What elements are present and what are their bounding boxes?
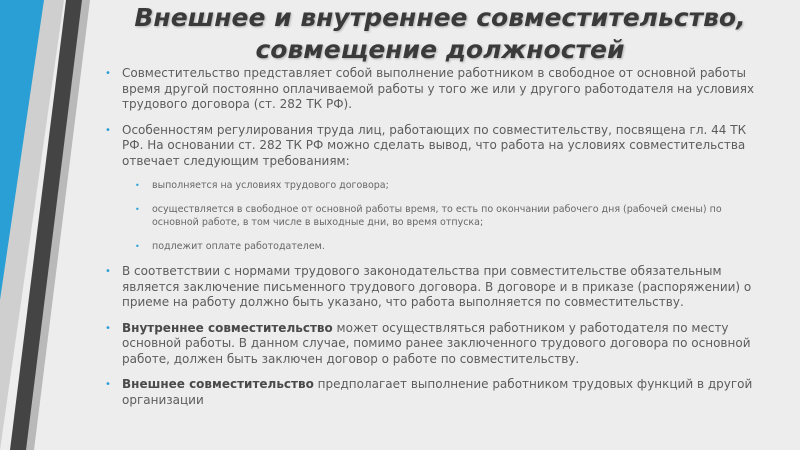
- paragraph-text: Особенностям регулирования труда лиц, работающих по совместительству, посвящена гл. 44 ТК РФ. На основании ст. 282 ТК РФ можно сделать вывод, что работа на условиях совместительства отвечает следующим требованиям:: [122, 122, 747, 168]
- title-line-2: совмещение должностей: [255, 35, 625, 64]
- bullet-icon: •: [135, 205, 140, 214]
- slide-title: [90, 2, 790, 66]
- bullet-icon: •: [105, 379, 111, 390]
- sub-item-free-time: [135, 203, 770, 229]
- bullet-icon: •: [105, 68, 111, 79]
- bullet-icon: •: [105, 124, 111, 136]
- bullet-icon: •: [135, 242, 140, 251]
- term-external: Внешнее совместительство: [122, 377, 314, 391]
- paragraph-text: предполагает выполнение работником трудовых функций в другой организации: [122, 377, 753, 407]
- sub-item-contract: [135, 179, 770, 192]
- paragraph-text: В соответствии с нормами трудового законодательства при совместительстве обязательным является заключение письменного трудового договора. В договоре и в приказе (распоряжении) о приеме на работу должно быть указано, что работа выполняется по совместительству.: [122, 264, 752, 309]
- paragraph-text: может осуществляться работником у работодателя по месту основной работы. В данном случае, помимо ранее заключенного трудового договора по основной работе, должен быть заключен договор о работе по совместительству.: [122, 320, 751, 366]
- sub-item-text: выполняется на условиях трудового договора;: [152, 180, 389, 191]
- title-line-1: Внешнее и внутреннее совместительство,: [134, 3, 746, 32]
- sub-item-text: осуществляется в свободное от основной работы время, то есть по окончании рабочего дня (рабочей смены) по основной работе, в том числе в выходные дни, во время отпуска;: [152, 204, 722, 228]
- paragraph-written-contract: [105, 264, 770, 311]
- paragraph-definition: [105, 66, 770, 113]
- sub-item-text: подлежит оплате работодателем.: [152, 241, 325, 252]
- bullet-icon: •: [105, 266, 111, 277]
- term-internal: Внутреннее совместительство: [122, 320, 333, 335]
- bullet-icon: •: [135, 181, 140, 190]
- paragraph-internal: [105, 321, 770, 368]
- paragraph-text: Совместительство представляет собой выполнение работником в свободное от основной работы время другой постоянно оплачиваемой работы у того же или у другого работодателя на условиях трудового договора (ст. 282 ТК РФ).: [122, 66, 755, 111]
- paragraph-external: [105, 377, 770, 408]
- slide-body: [105, 66, 770, 418]
- sub-item-payment: [135, 240, 770, 253]
- paragraph-regulation: [105, 123, 770, 170]
- bullet-icon: •: [105, 322, 111, 334]
